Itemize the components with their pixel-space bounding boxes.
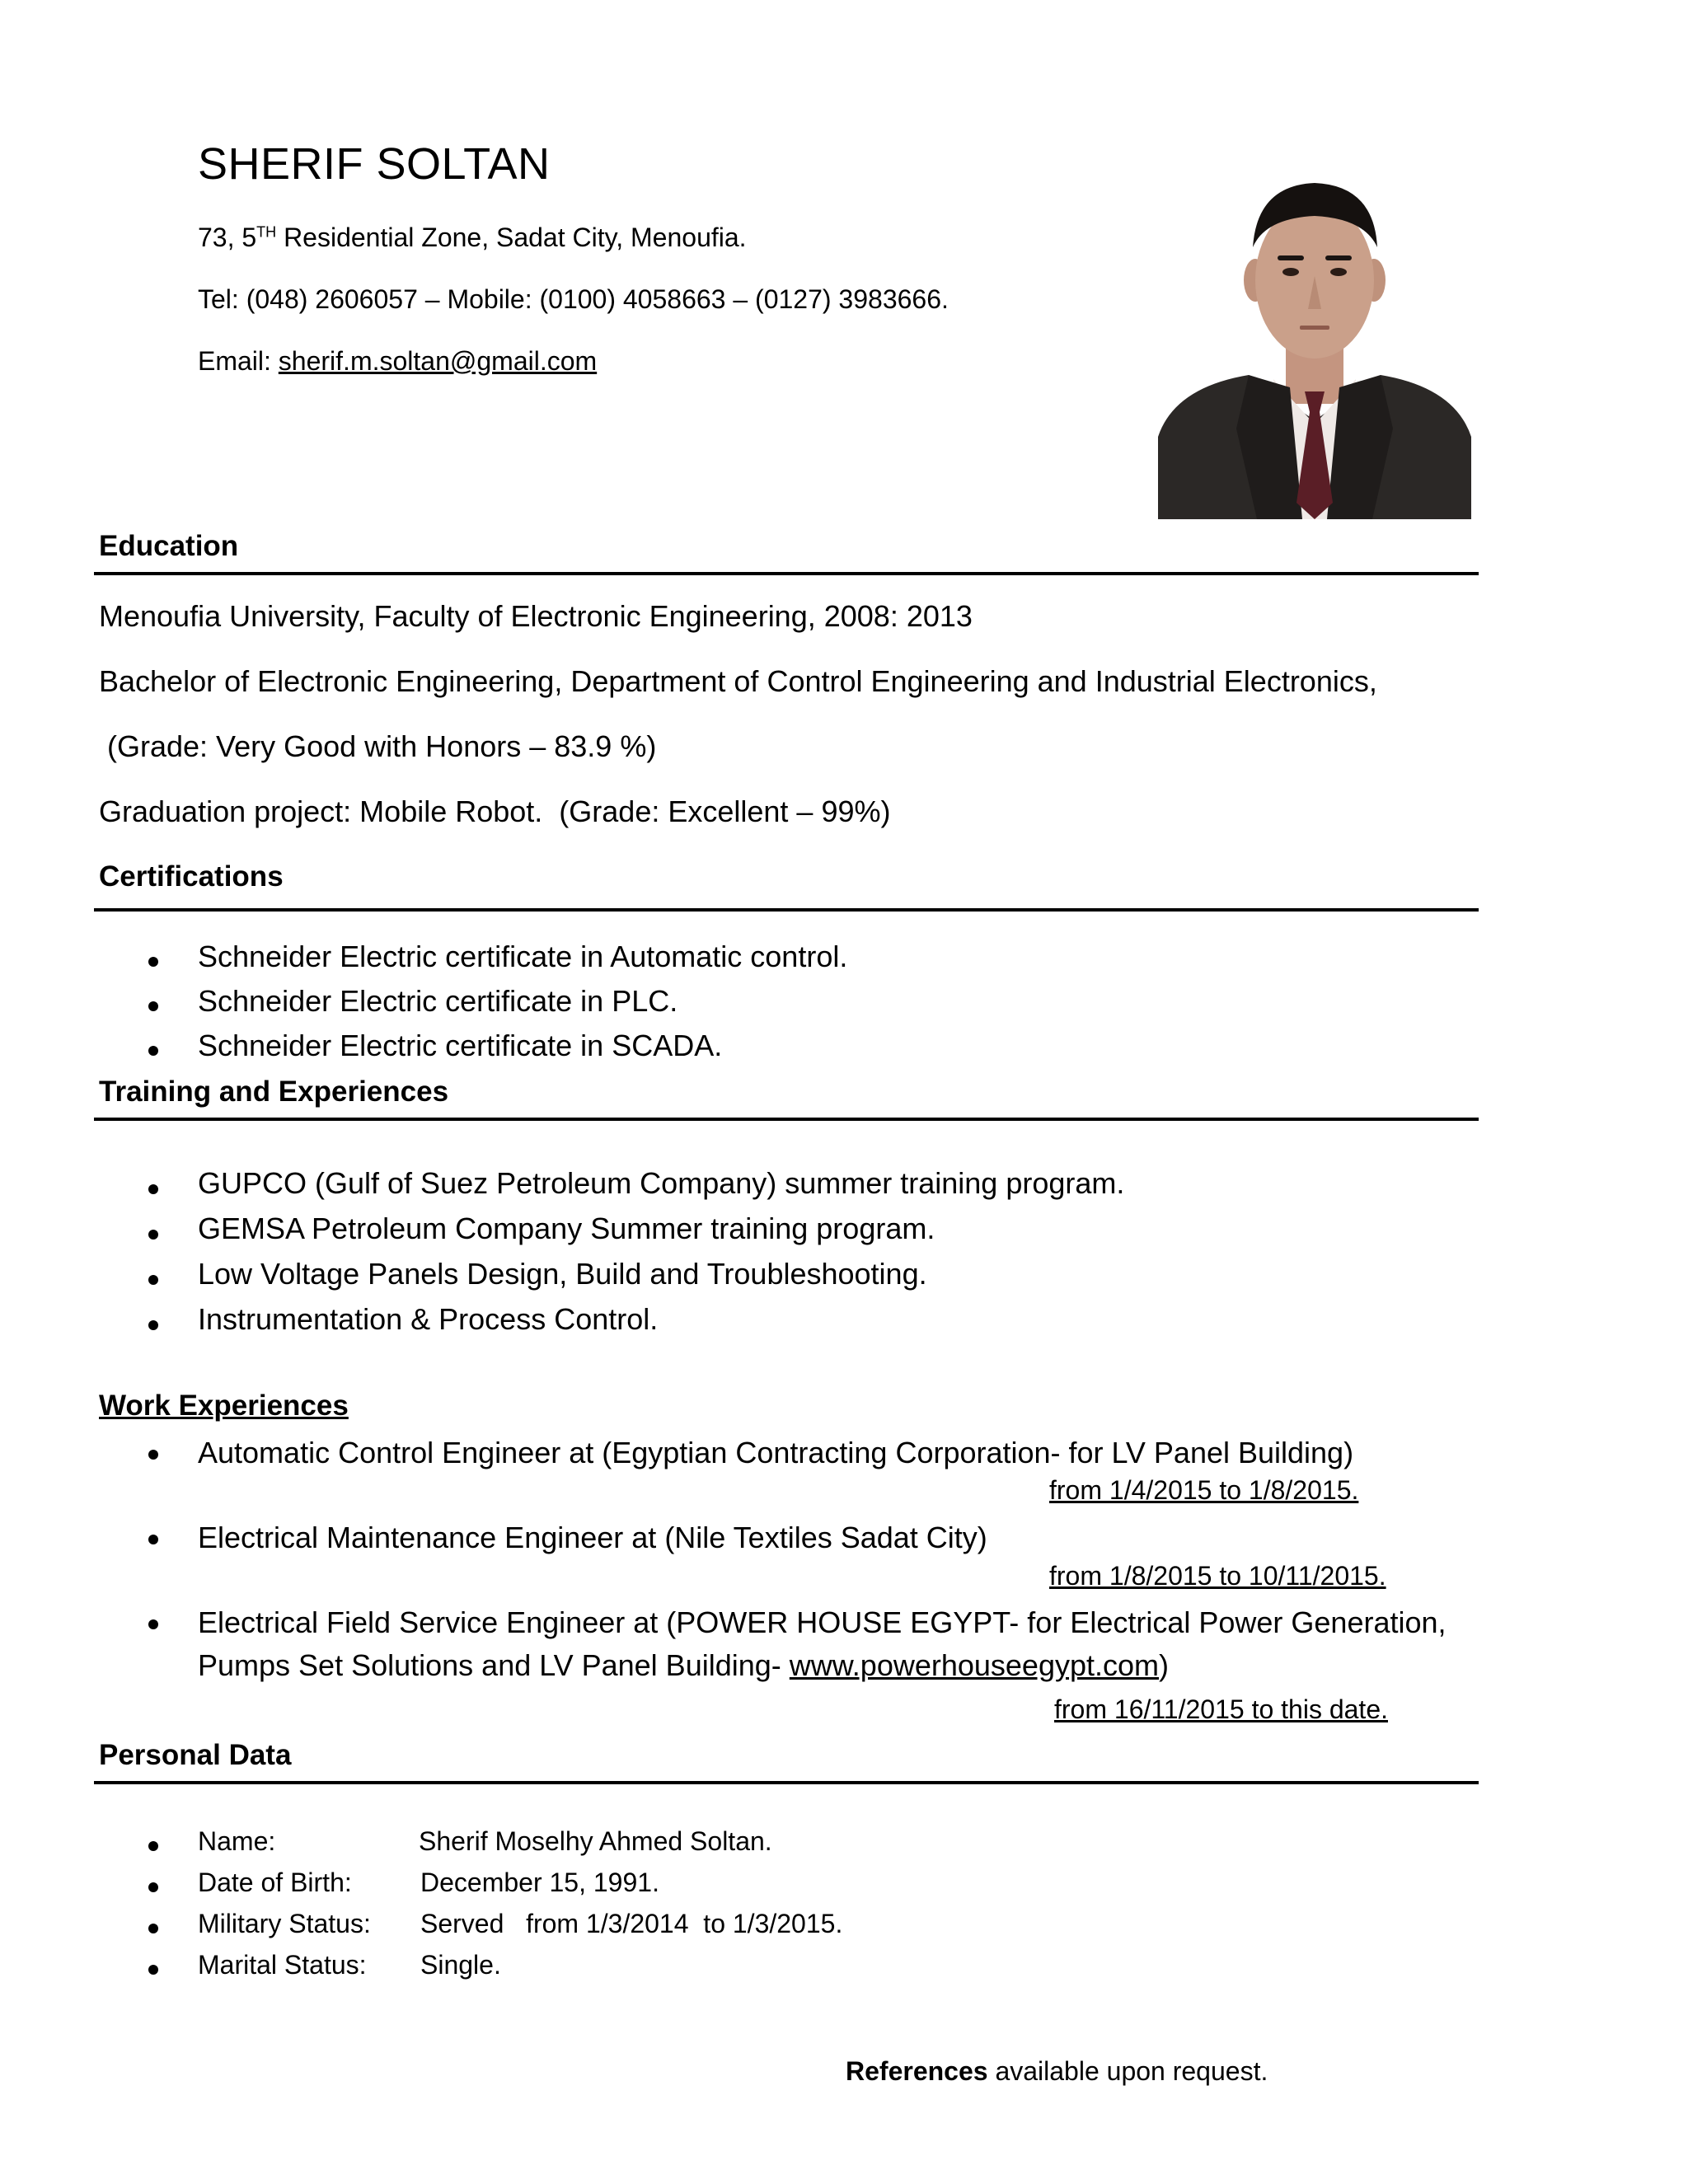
education-line: Graduation project: Mobile Robot. (Grade: Excellent – 99%) xyxy=(99,794,891,828)
email-line xyxy=(198,346,597,377)
address-superscript: TH xyxy=(256,223,277,241)
list-item: Schneider Electric certificate in PLC. xyxy=(148,984,1467,1029)
list-item: Schneider Electric certificate in Automatic control. xyxy=(148,940,1467,984)
company-website-link[interactable]: www.powerhouseegypt.com xyxy=(789,1648,1160,1682)
personal-divider xyxy=(94,1781,1479,1784)
list-item: GUPCO (Gulf of Suez Petroleum Company) summer training program. xyxy=(148,1166,1467,1212)
personal-label: Date of Birth: xyxy=(198,1868,352,1897)
work-item-text-start: Electrical Field Service Engineer at (POWER HOUSE EGYPT- for Electrical Power Generation, Pumps Set Solutions and LV Panel Building- xyxy=(198,1605,1447,1682)
certifications-divider xyxy=(94,908,1479,912)
personal-value: Single. xyxy=(420,1950,501,1980)
bullet-dot xyxy=(148,1924,158,1933)
personal-heading: Personal Data xyxy=(99,1739,292,1771)
list-item: Instrumentation & Process Control. xyxy=(148,1302,1467,1347)
personal-label: Military Status: xyxy=(198,1909,371,1938)
work-heading: Work Experiences xyxy=(99,1390,349,1422)
education-line: (Grade: Very Good with Honors – 83.9 %) xyxy=(99,729,657,763)
work-dates: from 16/11/2015 to this date. xyxy=(1054,1694,1388,1724)
education-line: Bachelor of Electronic Engineering, Department of Control Engineering and Industrial Electronics, xyxy=(99,664,1377,698)
work-dates: from 1/4/2015 to 1/8/2015. xyxy=(1049,1475,1359,1505)
list-item: Low Voltage Panels Design, Build and Troubleshooting. xyxy=(148,1257,1467,1302)
personal-value: December 15, 1991. xyxy=(420,1868,659,1897)
work-item xyxy=(148,1516,1467,1566)
training-heading: Training and Experiences xyxy=(99,1076,449,1108)
personal-item xyxy=(148,1909,1137,1950)
work-item xyxy=(148,1432,1467,1481)
references-label: References xyxy=(846,2056,988,2086)
personal-item xyxy=(148,1950,1137,1991)
portrait-illustration xyxy=(1158,140,1471,519)
training-divider xyxy=(94,1118,1479,1121)
personal-label: Name: xyxy=(198,1826,276,1856)
bullet-dot xyxy=(148,1841,158,1851)
references-text: available upon request. xyxy=(987,2056,1268,2086)
certifications-heading: Certifications xyxy=(99,860,284,893)
address-start: 73, 5 xyxy=(198,223,257,252)
work-item xyxy=(148,1601,1467,1692)
list-item: Schneider Electric certificate in SCADA. xyxy=(148,1029,1467,1073)
candidate-name: SHERIF SOLTAN xyxy=(198,139,551,189)
references-note xyxy=(846,2056,1268,2087)
work-item-text xyxy=(198,1601,1484,1687)
work-item-text: Electrical Maintenance Engineer at (Nile Textiles Sadat City) xyxy=(198,1521,987,1554)
education-divider xyxy=(94,572,1479,575)
bullet-dot xyxy=(148,1882,158,1892)
email-link[interactable]: sherif.m.soltan@gmail.com xyxy=(278,346,598,376)
personal-item xyxy=(148,1868,1137,1909)
work-item-text: Automatic Control Engineer at (Egyptian Contracting Corporation- for LV Panel Building) xyxy=(198,1436,1354,1469)
personal-label: Marital Status: xyxy=(198,1950,367,1980)
certifications-list xyxy=(148,940,1467,1073)
education-heading: Education xyxy=(99,530,239,562)
bullet-dot xyxy=(148,1450,158,1460)
address-line xyxy=(198,223,747,253)
email-label: Email: xyxy=(198,346,279,376)
profile-photo xyxy=(1158,140,1471,519)
bullet-dot xyxy=(148,1965,158,1975)
work-dates: from 1/8/2015 to 10/11/2015. xyxy=(1049,1561,1386,1591)
phone-line: Tel: (048) 2606057 – Mobile: (0100) 4058663 – (0127) 3983666. xyxy=(198,284,949,314)
personal-item xyxy=(148,1826,1137,1868)
personal-value: Sherif Moselhy Ahmed Soltan. xyxy=(419,1826,772,1856)
training-list xyxy=(148,1166,1467,1347)
personal-value: Served from 1/3/2014 to 1/3/2015. xyxy=(420,1909,843,1938)
list-item: GEMSA Petroleum Company Summer training program. xyxy=(148,1212,1467,1257)
bullet-dot xyxy=(148,1535,158,1544)
bullet-dot xyxy=(148,1619,158,1629)
work-item-text-end: ) xyxy=(1159,1648,1170,1682)
education-line: Menoufia University, Faculty of Electronic Engineering, 2008: 2013 xyxy=(99,599,973,633)
address-end: Residential Zone, Sadat City, Menoufia. xyxy=(276,223,747,252)
